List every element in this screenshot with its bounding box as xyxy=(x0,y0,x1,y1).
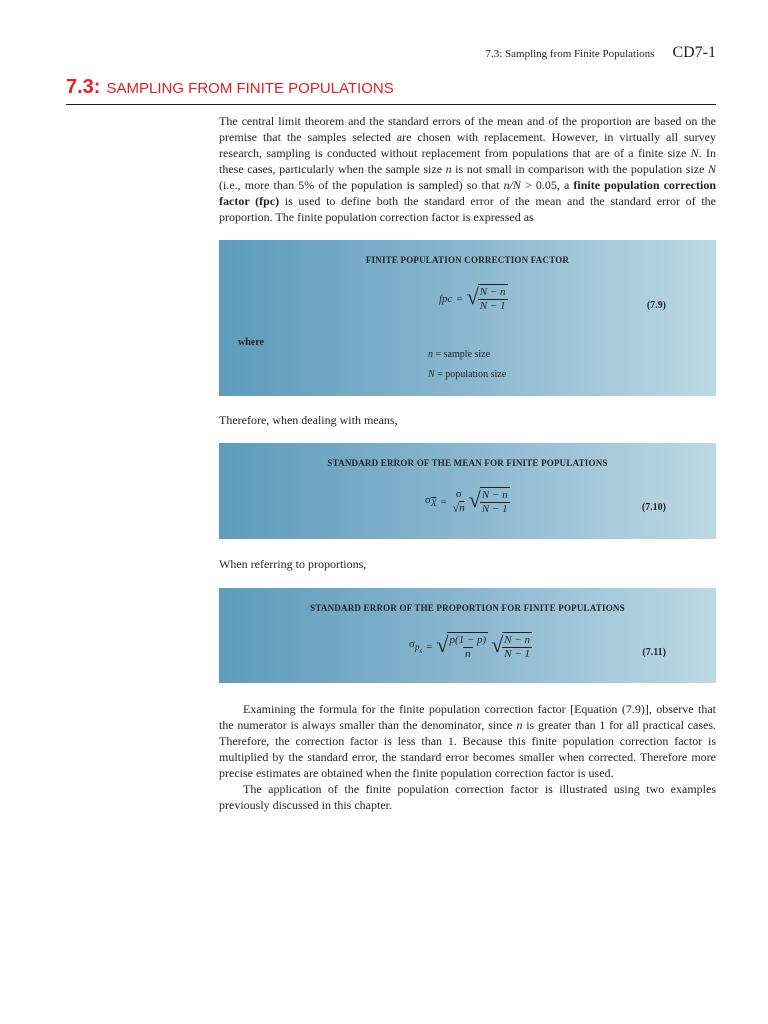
intro-text-1: The central limit theorem and the standard errors of the mean and of the proportion are based on the premise that the samples selected are chosen with replacement. However, in virtually all survey research, sampling is conducted without replacement from populations that are of a finite size xyxy=(219,114,716,160)
section-heading xyxy=(66,76,716,105)
fpc-box xyxy=(219,240,716,396)
se-proportion-box xyxy=(219,588,716,683)
intro-ratio: n/N xyxy=(503,178,521,192)
intro-paragraph xyxy=(219,113,716,225)
sigma-numerator: σ xyxy=(455,487,462,500)
running-head-text: 7.3: Sampling from Finite Populations xyxy=(485,48,655,60)
s-symbol: s xyxy=(419,646,423,655)
section-number: 7.3: xyxy=(66,76,101,98)
proportions-lead-in: When referring to proportions, xyxy=(219,557,367,571)
equals-sign: = xyxy=(426,640,433,653)
closing-paragraph-1 xyxy=(219,701,716,781)
fpc-term: finite population correction factor (fpc) xyxy=(219,178,717,208)
fpc-formula xyxy=(439,284,508,313)
def-symbol-N: N xyxy=(428,369,435,380)
def-text-n: = sample size xyxy=(433,349,491,360)
intro-text-5: > 0.05, a xyxy=(520,178,574,192)
root-n: n xyxy=(459,501,465,514)
def-text-N: = population size xyxy=(434,369,507,380)
definition-n xyxy=(428,349,490,360)
fpc-denominator: N − 1 xyxy=(479,300,506,312)
closing-text-1: Examining the formula for the finite population correction factor [Equation (7.9)], observe that the numerator is always smaller than the denominator, since xyxy=(219,702,716,732)
intro-symbol-N: N xyxy=(690,146,699,160)
se-mean-box-title: STANDARD ERROR OF THE MEAN FOR FINITE POPULATIONS xyxy=(327,458,608,468)
se-mean-formula xyxy=(425,487,510,516)
intro-text-4: (i.e., more than 5% of the population is sampled) so that xyxy=(219,178,504,192)
where-label: where xyxy=(238,337,264,348)
definition-N xyxy=(428,369,506,380)
fpc-box-title: FINITE POPULATION CORRECTION FACTOR xyxy=(365,255,570,265)
se-prop-numerator: N − n xyxy=(504,634,531,646)
intro-text-2: . In these cases, particularly when the sample size xyxy=(219,146,716,176)
equation-number: (7.11) xyxy=(642,647,666,658)
sqrt-radical: √ $\frac{N - n}{N - 1}$ xyxy=(468,487,508,515)
section-title: SAMPLING FROM FINITE POPULATIONS xyxy=(106,80,394,97)
closing-text-2: is greater than 1 for all practical cases. Therefore, the correction factor is less than 1. Because this finite population correction factor is multiplied by the standard error, the standard error becomes smaller when corrected. Therefore more precise estimates are obtained when the finite population correction factor is used. xyxy=(219,718,717,780)
sqrt-radical: √ $\frac{N - n}{N - 1}$ xyxy=(466,284,506,312)
closing-paragraph-2: The application of the finite population correction factor is illustrated using two examples previously discussed in this chapter. xyxy=(219,782,716,812)
equation-number: (7.9) xyxy=(646,300,666,311)
closing-symbol-n: n xyxy=(516,718,523,732)
equals-sign: = xyxy=(456,292,463,305)
sigma-over-root-n: σ √ n xyxy=(452,487,465,515)
intro-symbol-N-2: N xyxy=(707,162,716,176)
def-symbol-n: n xyxy=(428,349,433,360)
intro-text-6: is used to define both the standard error of the mean and the standard error of the proportion. The finite population correction factor is expressed as xyxy=(219,194,717,224)
means-lead-in: Therefore, when dealing with means, xyxy=(219,413,398,427)
sigma-symbol: $\sigma_{\overline{X}}$ xyxy=(425,494,437,509)
sigma-p-symbol: $\sigma_{p_s}$ xyxy=(409,638,423,655)
se-proportion-box-title: STANDARD ERROR OF THE PROPORTION FOR FINITE POPULATIONS xyxy=(310,603,625,613)
intro-text-3: is not small in comparison with the population size xyxy=(451,162,708,176)
fpc-numerator: N − n xyxy=(479,286,506,298)
se-prop-denominator: N − 1 xyxy=(504,648,531,660)
se-proportion-formula xyxy=(409,632,532,661)
p-symbol: p xyxy=(414,642,420,653)
intro-symbol-n: n xyxy=(445,162,452,176)
sqrt-radical-fpc: √ $\frac{N - n}{N - 1}$ xyxy=(491,632,531,660)
se-mean-denominator: N − 1 xyxy=(481,503,508,515)
equation-number: (7.10) xyxy=(641,502,666,513)
se-mean-numerator: N − n xyxy=(481,489,508,501)
equals-sign: = xyxy=(440,495,447,508)
proportion-numerator: p(1 − p) xyxy=(449,634,487,646)
sqrt-radical: √ $\frac{p(1 - p)}{n}$ xyxy=(436,632,487,660)
x-bar-symbol: X xyxy=(430,498,437,509)
page-number: CD7-1 xyxy=(672,44,716,61)
fpc-symbol: fpc xyxy=(439,292,453,305)
running-head xyxy=(0,44,716,62)
proportion-denominator: n xyxy=(465,648,471,660)
se-mean-box xyxy=(219,443,716,539)
